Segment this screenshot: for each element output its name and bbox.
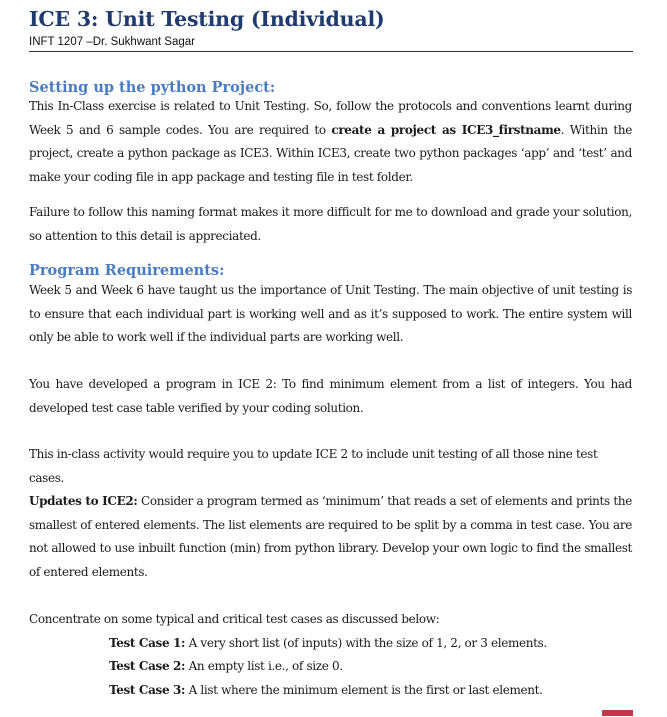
setup-p1-bold: create a project as ICE3_firstname (331, 122, 561, 137)
updates-label: Updates to ICE2: (29, 494, 138, 508)
requirements-paragraph-1: Week 5 and Week 6 have taught us the importance of Unit Testing. The main objective of unit testing is to ensure that each individual part is working well and as it’s supposed to work. The entire system will only be able to work well if the individual parts are working well. (29, 283, 632, 344)
setup-paragraph-2: Failure to follow this naming format makes it more difficult for me to download and grade your solution, so attention to this detail is appreciated. (29, 205, 632, 243)
setup-p1-text-a: This In-Class exercise is related to Unit Testing. So, follow the protocols and conventions learnt during Week 5 and 6 sample codes. You are required to (29, 99, 632, 137)
course-subtitle: INFT 1207 –Dr. Sukhwant Sagar (29, 36, 195, 48)
header-rule (29, 51, 633, 52)
page-corner-mark (602, 710, 633, 716)
updates-paragraph (29, 490, 632, 584)
requirements-heading: Program Requirements: (29, 262, 225, 279)
setup-paragraph-1 (29, 95, 632, 189)
test-case-3-text: A list where the minimum element is the first or last element. (185, 683, 543, 697)
test-case-3-label: Test Case 3: (109, 683, 186, 697)
test-case-3 (109, 683, 543, 697)
setup-heading: Setting up the python Project: (29, 79, 276, 96)
test-case-1 (109, 636, 547, 650)
test-case-2-label: Test Case 2: (109, 659, 186, 673)
test-case-1-label: Test Case 1: (109, 636, 186, 650)
updates-text: Consider a program termed as ‘minimum’ that reads a set of elements and prints the smallest of entered elements. The list elements are required to be split by a comma in test case. You are not allowed to use inbuilt function (min) from python library. Develop your own logic to find the smallest of entered elements. (29, 494, 632, 579)
document-title: ICE 3: Unit Testing (Individual) (29, 7, 385, 31)
requirements-paragraph-3: This in-class activity would require you to update ICE 2 to include unit testing of all those nine test cases. (29, 447, 598, 485)
test-case-1-text: A very short list (of inputs) with the size of 1, 2, or 3 elements. (185, 636, 547, 650)
requirements-paragraph-2: You have developed a program in ICE 2: To find minimum element from a list of integers. You had developed test case table verified by your coding solution. (29, 377, 632, 415)
test-case-2 (109, 659, 343, 673)
setup-p1-text-b: . Within the project, create a python package as ICE3. Within ICE3, create two python packages ‘app’ and ‘test’ and make your coding file in app package and testing file in test folder. (29, 122, 632, 184)
test-cases-intro: Concentrate on some typical and critical test cases as discussed below: (29, 612, 440, 626)
test-case-2-text: An empty list i.e., of size 0. (185, 659, 343, 673)
